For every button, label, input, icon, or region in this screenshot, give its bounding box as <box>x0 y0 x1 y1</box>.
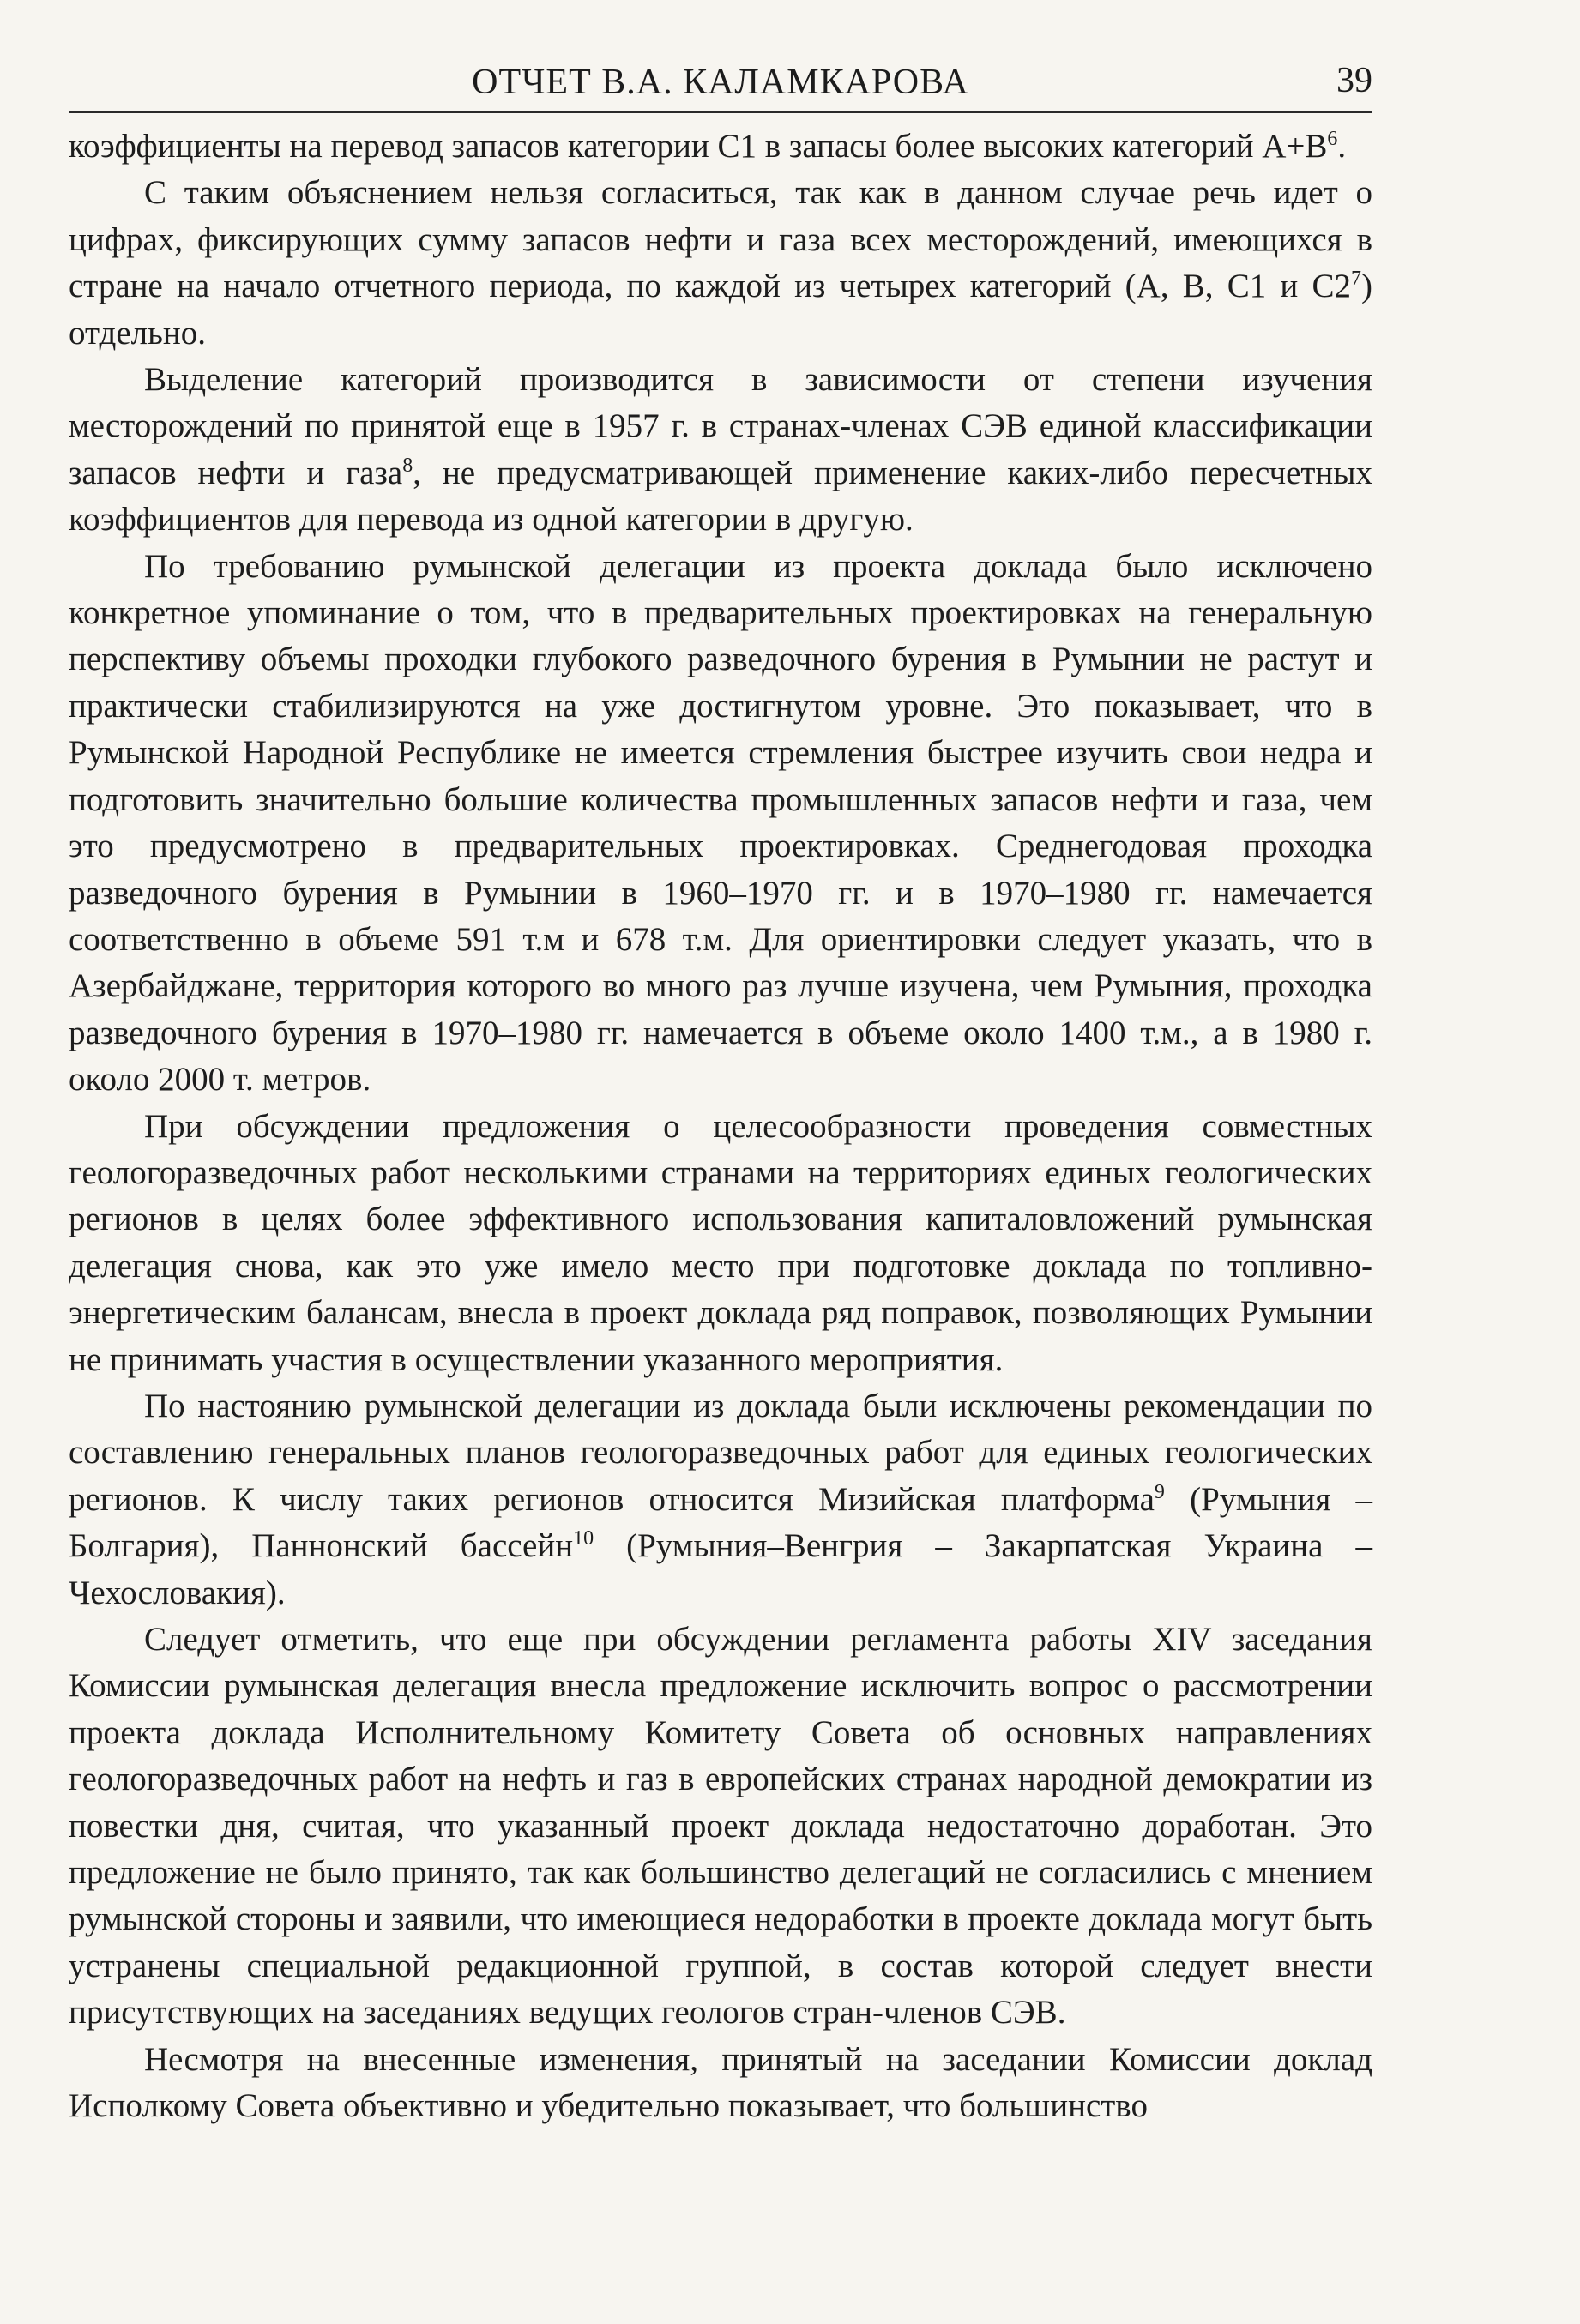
paragraph-text: (Румыния – Болгария), Паннонский бассейн <box>69 1480 1373 1565</box>
paragraph-text: (Румыния–Венгрия – Закарпатская Украина –Чехословакия). <box>69 1527 1372 1611</box>
header-title: ОТЧЕТ В.А. КАЛАМКАРОВА <box>472 63 969 102</box>
paragraph <box>69 123 1372 170</box>
paragraph <box>69 1617 1372 2037</box>
body-text <box>69 123 1372 2129</box>
paragraph-text: коэффициенты на перевод запасов категории С1 в запасы более высоких категорий А+В <box>69 128 1328 165</box>
paragraph <box>69 2037 1372 2130</box>
paragraph-text: ) отдельно. <box>69 268 1372 352</box>
paragraph-text: Несмотря на внесенные изменения, принятый на заседании Комиссии доклад Исполкому Совета объективно и убедительно показывает, что большинство <box>69 2040 1372 2125</box>
page-number: 39 <box>1336 61 1372 100</box>
paragraph <box>69 1104 1372 1383</box>
footnote-marker: 10 <box>573 1527 594 1550</box>
paragraph-text: При обсуждении предложения о целесообразности проведения совместных геологоразведочных работ несколькими странами на территориях единых геологических регионов в целях более эффективного использования капиталовложений румынская делегация снова, как это уже имело место при подготовке доклада по топливно-энергетическим балансам, внесла в проект доклада ряд поправок, позволяющих Румынии не принимать участия в осуществлении указанного мероприятия. <box>69 1107 1372 1378</box>
running-header <box>69 57 1372 113</box>
paragraph-text: , не предусматривающей применение каких-либо пересчетных коэффициентов для перевода из одной категории в другую. <box>69 454 1373 539</box>
footnote-marker: 8 <box>402 454 413 477</box>
paragraph <box>69 1383 1372 1617</box>
paragraph-text: . <box>1337 128 1347 165</box>
paragraph-text: По настоянию румынской делегации из доклада были исключены рекомендации по составлению генеральных планов геологоразведочных работ для единых геологических регионов. К числу таких регионов относится Мизийская платформа <box>69 1387 1372 1518</box>
paragraph <box>69 170 1372 357</box>
paragraph-text: Выделение категорий производится в зависимости от степени изучения месторождений по принятой еще в 1957 г. в странах-членах СЭВ единой классификации запасов нефти и газа <box>69 361 1372 491</box>
footnote-marker: 9 <box>1154 1480 1165 1503</box>
paragraph-text: С таким объяснением нельзя согласиться, так как в данном случае речь идет о цифрах, фиксирующих сумму запасов нефти и газа всех месторождений, имеющихся в стране на начало отчетного периода, по каждой из четырех категорий (А, В, С1 и С2 <box>69 174 1372 305</box>
footnote-marker: 6 <box>1327 128 1338 150</box>
paragraph-text: Следует отметить, что еще при обсуждении регламента работы XIV заседания Комиссии румынская делегация внесла предложение исключить вопрос о рассмотрении проекта доклада Исполнительному Комитету Совета об основных направлениях геологоразведочных работ на нефть и газ в европейских странах народной демократии из повестки дня, считая, что указанный проект доклада недостаточно доработан. Это предложение не было принято, так как большинство делегаций не согласились с мнением румынской стороны и заявили, что имеющиеся недоработки в проекте доклада могут быть устранены специальной редакционной группой, в состав которой следует внести присутствующих на заседаниях ведущих геологов стран-членов СЭВ. <box>69 1621 1372 2032</box>
footnote-marker: 7 <box>1351 268 1361 291</box>
paragraph <box>69 357 1372 544</box>
paragraph <box>69 544 1372 1104</box>
paragraph-text: По требованию румынской делегации из проекта доклада было исключено конкретное упоминание о том, что в предварительных проектировках на генеральную перспективу объемы проходки глубокого разведочного бурения в Румынии не растут и практически стабилизируются на уже достигнутом уровне. Это показывает, что в Румынской Народной Республике не имеется стремления быстрее изучить свои недра и подготовить значительно большие количества промышленных запасов нефти и газа, чем это предусмотрено в предварительных проектировках. Среднегодовая проходка разведочного бурения в Румынии в 1960–1970 гг. и в 1970–1980 гг. намечается соответственно в объеме 591 т.м и 678 т.м. Для ориентировки следует указать, что в Азербайджане, территория которого во много раз лучше изучена, чем Румыния, проходка разведочного бурения в 1970–1980 гг. намечается в объеме около 1400 т.м., а в 1980 г. около 2000 т. метров. <box>69 547 1372 1099</box>
